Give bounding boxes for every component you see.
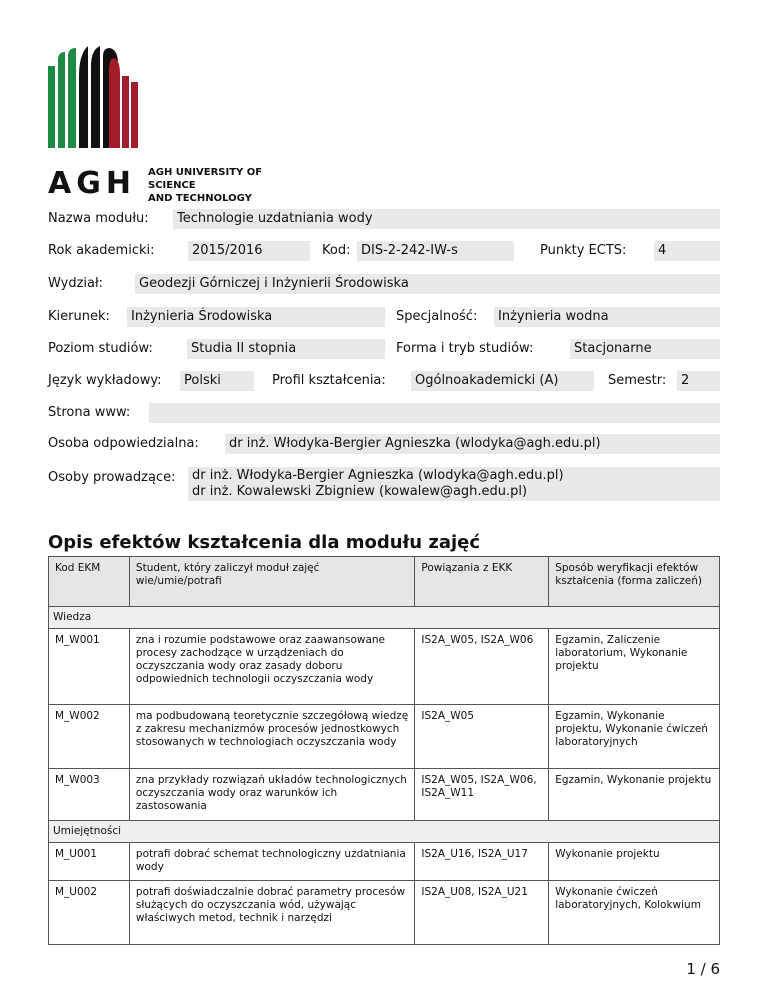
module-name-value: Technologie uzdatniania wody: [173, 209, 720, 229]
header-verification: Sposób weryfikacji efektów kształcenia (forma zaliczeń): [549, 557, 720, 607]
logo-subtitle-line1: AGH UNIVERSITY OF SCIENCE: [148, 167, 263, 191]
table-row: [49, 843, 720, 881]
effects-table: [48, 556, 720, 945]
field-label: Kierunek:: [48, 309, 110, 324]
www-value: [149, 403, 720, 423]
specialty-label: Specjalność:: [396, 309, 478, 324]
semester-label: Semestr:: [608, 373, 667, 388]
year-value: 2015/2016: [188, 241, 310, 261]
row-verification: Wykonanie ćwiczeń laboratoryjnych, Kolokwium: [549, 881, 720, 945]
table-row: [49, 881, 720, 945]
row-description: potrafi dobrać schemat technologiczny uzdatniania wody: [129, 843, 414, 881]
field-value: Inżynieria Środowiska: [127, 307, 385, 327]
faculty-label: Wydział:: [48, 276, 104, 291]
section-skills: Umiejętności: [49, 821, 720, 843]
www-label: Strona www:: [48, 405, 131, 420]
lecturer-2: dr inż. Kowalewski Zbigniew (kowalew@agh.edu.pl): [192, 484, 528, 499]
profile-value: Ogólnoakademicki (A): [411, 371, 594, 391]
row-code: M_W003: [49, 769, 130, 821]
row-description: zna przykłady rozwiązań układów technologicznych oczyszczania wody oraz warunków ich zastosowania: [129, 769, 414, 821]
logo-wordmark: AGH: [48, 166, 136, 201]
form-label: Forma i tryb studiów:: [396, 341, 534, 356]
table-row: [49, 769, 720, 821]
language-label: Język wykładowy:: [48, 373, 162, 388]
row-description: ma podbudowaną teoretycznie szczegółową wiedzę z zakresu mechanizmów procesów jednostkowych stosowanych w technologiach oczyszczania wody: [129, 705, 414, 769]
code-value: DIS-2-242-IW-s: [357, 241, 514, 261]
row-verification: Egzamin, Zaliczenie laboratorium, Wykonanie projektu: [549, 629, 720, 705]
row-code: M_W002: [49, 705, 130, 769]
lecturers-value: [188, 467, 720, 501]
faculty-value: Geodezji Górniczej i Inżynierii Środowiska: [135, 274, 720, 294]
row-verification: Egzamin, Wykonanie projektu: [549, 769, 720, 821]
section-row-skills: [49, 821, 720, 843]
module-name-label: Nazwa modułu:: [48, 211, 149, 226]
code-label: Kod:: [322, 243, 351, 258]
row-verification: Wykonanie projektu: [549, 843, 720, 881]
row-links: IS2A_W05, IS2A_W06, IS2A_W11: [415, 769, 549, 821]
ects-label: Punkty ECTS:: [540, 243, 627, 258]
level-label: Poziom studiów:: [48, 341, 153, 356]
responsible-label: Osoba odpowiedzialna:: [48, 436, 199, 451]
row-links: IS2A_U16, IS2A_U17: [415, 843, 549, 881]
row-links: IS2A_U08, IS2A_U21: [415, 881, 549, 945]
header-code: Kod EKM: [49, 557, 130, 607]
table-row: [49, 629, 720, 705]
row-links: IS2A_W05, IS2A_W06: [415, 629, 549, 705]
section-knowledge: Wiedza: [49, 607, 720, 629]
profile-label: Profil kształcenia:: [272, 373, 386, 388]
lecturers-label: Osoby prowadzące:: [48, 470, 176, 485]
row-code: M_U002: [49, 881, 130, 945]
ects-value: 4: [654, 241, 720, 261]
row-description: potrafi doświadczalnie dobrać parametry procesów służących do oczyszczania wód, używając właściwych metod, technik i narzędzi: [129, 881, 414, 945]
page-number: 1 / 6: [686, 960, 720, 978]
row-links: IS2A_W05: [415, 705, 549, 769]
row-code: M_W001: [49, 629, 130, 705]
responsible-value: dr inż. Włodyka-Bergier Agnieszka (wlodyka@agh.edu.pl): [225, 434, 720, 454]
logo-subtitle: [148, 166, 288, 205]
logo-subtitle-line2: AND TECHNOLOGY: [148, 193, 252, 204]
specialty-value: Inżynieria wodna: [494, 307, 720, 327]
header-description: Student, który zaliczył moduł zajęć wie/umie/potrafi: [129, 557, 414, 607]
lecturer-1: dr inż. Włodyka-Bergier Agnieszka (wlodyka@agh.edu.pl): [192, 468, 564, 483]
year-label: Rok akademicki:: [48, 243, 155, 258]
row-code: M_U001: [49, 843, 130, 881]
header-links: Powiązania z EKK: [415, 557, 549, 607]
section-row-knowledge: [49, 607, 720, 629]
row-description: zna i rozumie podstawowe oraz zaawansowane procesy zachodzące w urządzeniach do oczyszczania wody oraz zasady doboru odpowiednich technologii oczyszczania wody: [129, 629, 414, 705]
form-value: Stacjonarne: [570, 339, 720, 359]
level-value: Studia II stopnia: [187, 339, 385, 359]
section-title: Opis efektów kształcenia dla modułu zajęć: [48, 532, 481, 553]
table-row: [49, 705, 720, 769]
agh-logo: [48, 46, 288, 204]
row-verification: Egzamin, Wykonanie projektu, Wykonanie ćwiczeń laboratoryjnych: [549, 705, 720, 769]
agh-emblem-icon: [48, 46, 168, 156]
semester-value: 2: [677, 371, 720, 391]
table-header-row: [49, 557, 720, 607]
language-value: Polski: [180, 371, 254, 391]
